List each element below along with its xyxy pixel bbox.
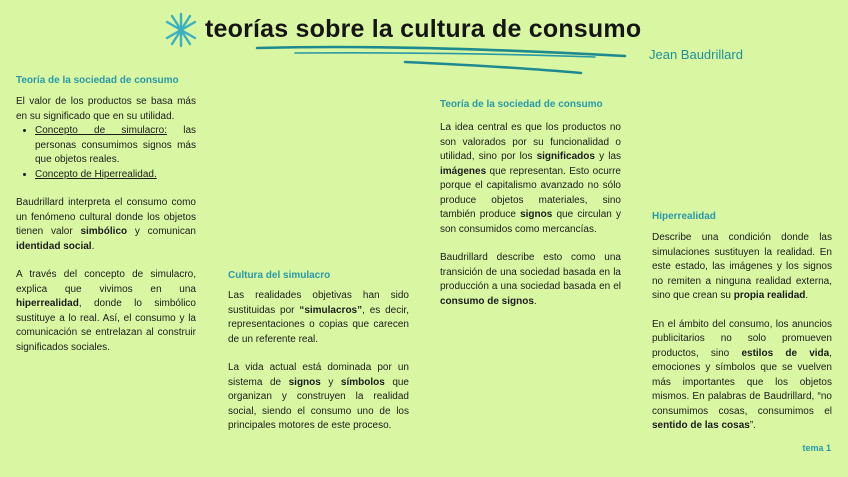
col3-paragraph-1: La idea central es que los productos no son valorados por su funcionalidad o utilidad, sino por los significados y las imágenes que representan. Esto ocurre porque el capitalismo avanzado no sólo produce objetos materiales, sino también produce signos que circulan y son consumidos como mercancías.	[440, 122, 622, 235]
col1-intro: El valor de los productos se basa más en su significado que en su utilidad.	[16, 96, 196, 122]
col1-paragraph-2: Baudrillard interpreta el consumo como un fenómeno cultural donde los objetos tienen valor simbólico y comunican identidad social.	[16, 197, 196, 252]
asterisk-star-icon	[163, 11, 199, 49]
col1-heading: Teoría de la sociedad de consumo	[16, 75, 179, 86]
page-footer-label: tema 1	[802, 443, 831, 453]
list-item: • Concepto de Hiperrealidad.	[35, 168, 196, 183]
col3-heading: Teoría de la sociedad de consumo	[440, 99, 603, 110]
col4-paragraph-2: En el ámbito del consumo, los anuncios publicitarios no solo promueven productos, sino estilos de vida, emociones y símbolos que se vuelven más importantes que los objetos mismos. En palabras de Baudrillard, “no consumimos cosas, consumimos el sentido de las cosas”.	[652, 318, 832, 431]
col1-bullets	[16, 124, 196, 182]
col4-paragraph-1: Describe una condición donde las simulaciones sustituyen la realidad. En este estado, las imágenes y los signos no remiten a ninguna realidad externa, sino que crean su propia realidad.	[652, 232, 832, 301]
author-name: Jean Baudrillard	[649, 47, 743, 62]
col4-body	[652, 231, 832, 434]
col2-paragraph-1: Las realidades objetivas han sido sustituidas por “simulacros”, es decir, representaciones o copias que carecen de un referente real.	[228, 290, 409, 345]
page-title: teorías sobre la cultura de consumo	[205, 15, 642, 43]
col4-heading: Hiperrealidad	[652, 211, 716, 222]
col2-paragraph-2: La vida actual está dominada por un sistema de signos y símbolos que organizan y construyen la realidad social, siendo el consumo uno de los principales motores de este proceso.	[228, 362, 409, 431]
col2-heading: Cultura del simulacro	[228, 270, 331, 281]
col2-body	[228, 289, 409, 434]
col1-paragraph-3: A través del concepto de simulacro, explica que vivimos en una hiperrealidad, donde lo simbólico sustituye a lo real. Así, el consumo y la comunicación se entrelazan al construir significados sociales.	[16, 269, 196, 353]
col3-body	[440, 121, 621, 309]
col1-body	[16, 95, 196, 355]
brush-stroke-underline	[255, 40, 635, 78]
col3-paragraph-2: Baudrillard describe esto como una transición de una sociedad basada en la producción a una sociedad basada en el consumo de signos.	[440, 252, 621, 307]
list-item: • Concepto de simulacro: las personas consumimos signos más que objetos reales.	[35, 124, 196, 168]
